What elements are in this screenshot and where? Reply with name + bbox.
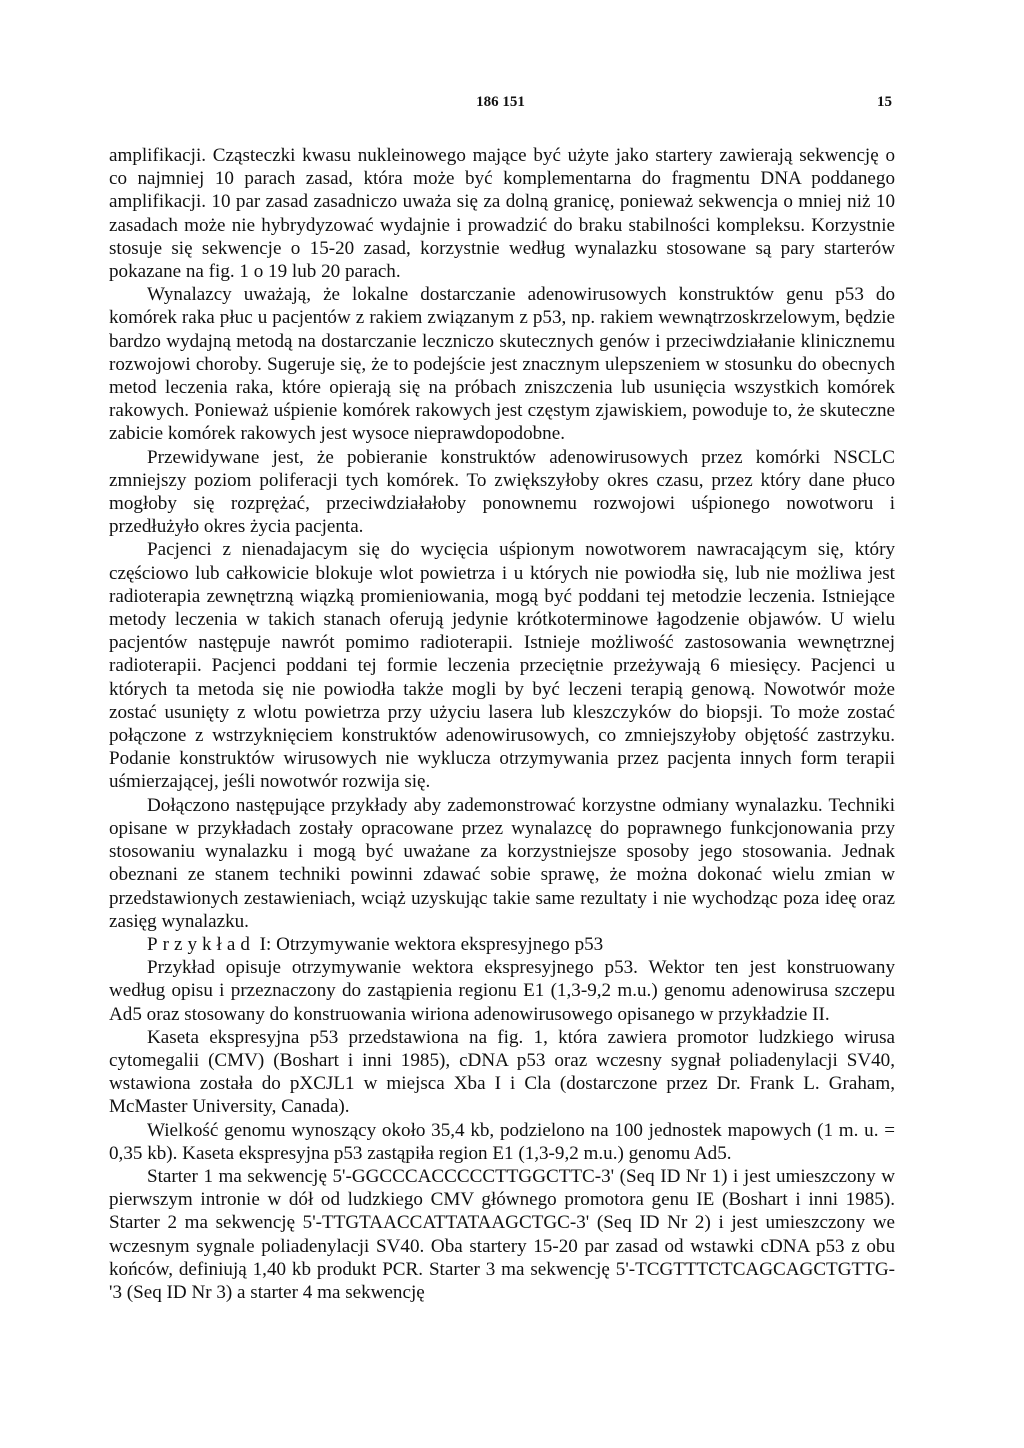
paragraph: Wielkość genomu wynoszący około 35,4 kb, podzielono na 100 jednostek mapowych (1 m. u. = 0,35 kb). Kaseta ekspresyjna p53 zastąpiła region E1 (1,3-9,2 m.u.) genomu Ad5. (109, 1119, 895, 1164)
paragraph: Pacjenci z nienadajacym się do wycięcia uśpionym nowotworem nawracającym się, który częściowo lub całkowicie blokuje wlot powietrza i u których nie powiodła się, lub nie możliwa jest radioterapia zewnętrzną wiązką promieniowania, mogą być poddani tej metodzie leczenia. Istniejące metody leczenia w takich stanach oferują jedynie krótkoterminowe łagodzenie objawów. U wielu pacjentów następuje nawrót pomimo radioterapii. Istnieje możliwość zastosowania wewnętrznej radioterapii. Pacjenci poddani tej formie leczenia przeciętnie przeżywają 6 miesięcy. Pacjenci u których ta metoda się nie powiodła także mogli by być leczeni terapią genową. Nowotwór może zostać usunięty z wlotu powietrza przy użyciu lasera lub kleszczyków do biopsji. To może zostać połączone z wstrzyknięciem konstruktów adenowirusowych, co zmniejszyłoby objętość zastrzyku. Podanie konstruktów wirusowych nie wyklucza otrzymywania przez pacjenta innych form terapii uśmierzającej, jeśli nowotwór rozwija się. (109, 539, 895, 793)
paragraph: Przewidywane jest, że pobieranie konstruktów adenowirusowych przez komórki NSCLC zmniejszy poziom poliferacji tych komórek. To zwiększyłoby okres czasu, przez który dane płuco mogłoby się rozprężać, przeciwdziałałoby ponownemu rozwojowi uśpionego nowotworu i przedłużyło okres życia pacjenta. (109, 446, 895, 538)
paragraph: Wynalazcy uważają, że lokalne dostarczanie adenowirusowych konstruktów genu p53 do komórek raka płuc u pacjentów z rakiem związanym z p53, np. rakiem wewnątrzoskrzelowym, będzie bardzo wydajną metodą na dostarczanie leczniczo skutecznych genów i przeciwdziałanie klinicznemu rozwojowi choroby. Sugeruje się, że to podejście jest znacznym ulepszeniem w stosunku do obecnych metod leczenia raka, które opierają się na próbach zniszczenia lub usunięcia wszystkich komórek rakowych. Ponieważ uśpienie komórek rakowych jest częstym zjawiskiem, powoduje to, że skuteczne zabicie komórek rakowych jest wysoce nieprawdopodobne. (109, 284, 895, 445)
example-label: Przykład (147, 933, 255, 955)
paragraph: Przykład opisuje otrzymywanie wektora ekspresyjnego p53. Wektor ten jest konstruowany według opisu i przeznaczony do zastąpienia regionu E1 (1,3-9,2 m.u.) genomu adenowirusa szczepu Ad5 oraz stosowany do konstruowania wiriona adenowirusowego opisanego w przykładzie II. (109, 957, 895, 1025)
paragraph: Starter 1 ma sekwencję 5'-GGCCCACCCCCTTGGCTTC-3' (Seq ID Nr 1) i jest umieszczony w pierwszym intronie w dół od ludzkiego CMV głównego promotora genu IE (Boshart i inni 1985). Starter 2 ma sekwencję 5'-TTGTAACCATTATAAGCTGC-3' (Seq ID Nr 2) i jest umieszczony we wczesnym sygnale poliadenylacji SV40. Oba startery 15-20 par zasad od wstawki cDNA p53 z obu końców, definiują 1,40 kb produkt PCR. Starter 3 ma sekwencję 5'-TCGTTTCTCAGCAGCTGTTG-'3 (Seq ID Nr 3) a starter 4 ma sekwencję (109, 1165, 895, 1303)
body-text (109, 144, 895, 1304)
paragraph: Kaseta ekspresyjna p53 przedstawiona na fig. 1, która zawiera promotor ludzkiego wirusa cytomegalii (CMV) (Boshart i inni 1985), cDNA p53 oraz wczesny sygnał poliadenylacji SV40, wstawiona została do pXCJL1 w miejsca Xba I i Cla (dostarczone przez Dr. Frank L. Graham, McMaster University, Canada). (109, 1026, 895, 1118)
document-number: 186 151 (476, 94, 525, 110)
paragraph: Dołączono następujące przykłady aby zademonstrować korzystne odmiany wynalazku. Techniki opisane w przykładach zostały opracowane przez wynalazcę do poprawnego funkcjonowania przy stosowaniu wynalazku i mogą być uważane za korzystniejsze sposoby jego stosowania. Jednak obeznani ze stanem techniki powinni zdawać sobie sprawę, że można dokonać wielu zmian w przedstawionych zestawieniach, wciąż uzyskując takie same rezultaty i nie wychodząc poza ideę oraz zasięg wynalazku. (109, 794, 895, 932)
page-header (109, 94, 892, 116)
example-heading (109, 933, 895, 956)
example-title: I: Otrzymywanie wektora ekspresyjnego p53 (254, 933, 604, 955)
paragraph: amplifikacji. Cząsteczki kwasu nukleinowego mające być użyte jako startery zawierają sekwencję o co najmniej 10 parach zasad, która może być komplementarna do fragmentu DNA poddanego amplifikacji. 10 par zasad zasadniczo uważa się za dolną granicę, ponieważ sekwencja o mniej niż 10 zasadach może nie hybrydyzować wydajnie i prowadzić do braku stabilności kompleksu. Korzystnie stosuje się sekwencje o 15-20 zasad, korzystnie według wynalazku stosowane są pary starterów pokazane na fig. 1 o 19 lub 20 parach. (109, 145, 895, 283)
page-number: 15 (877, 94, 892, 110)
